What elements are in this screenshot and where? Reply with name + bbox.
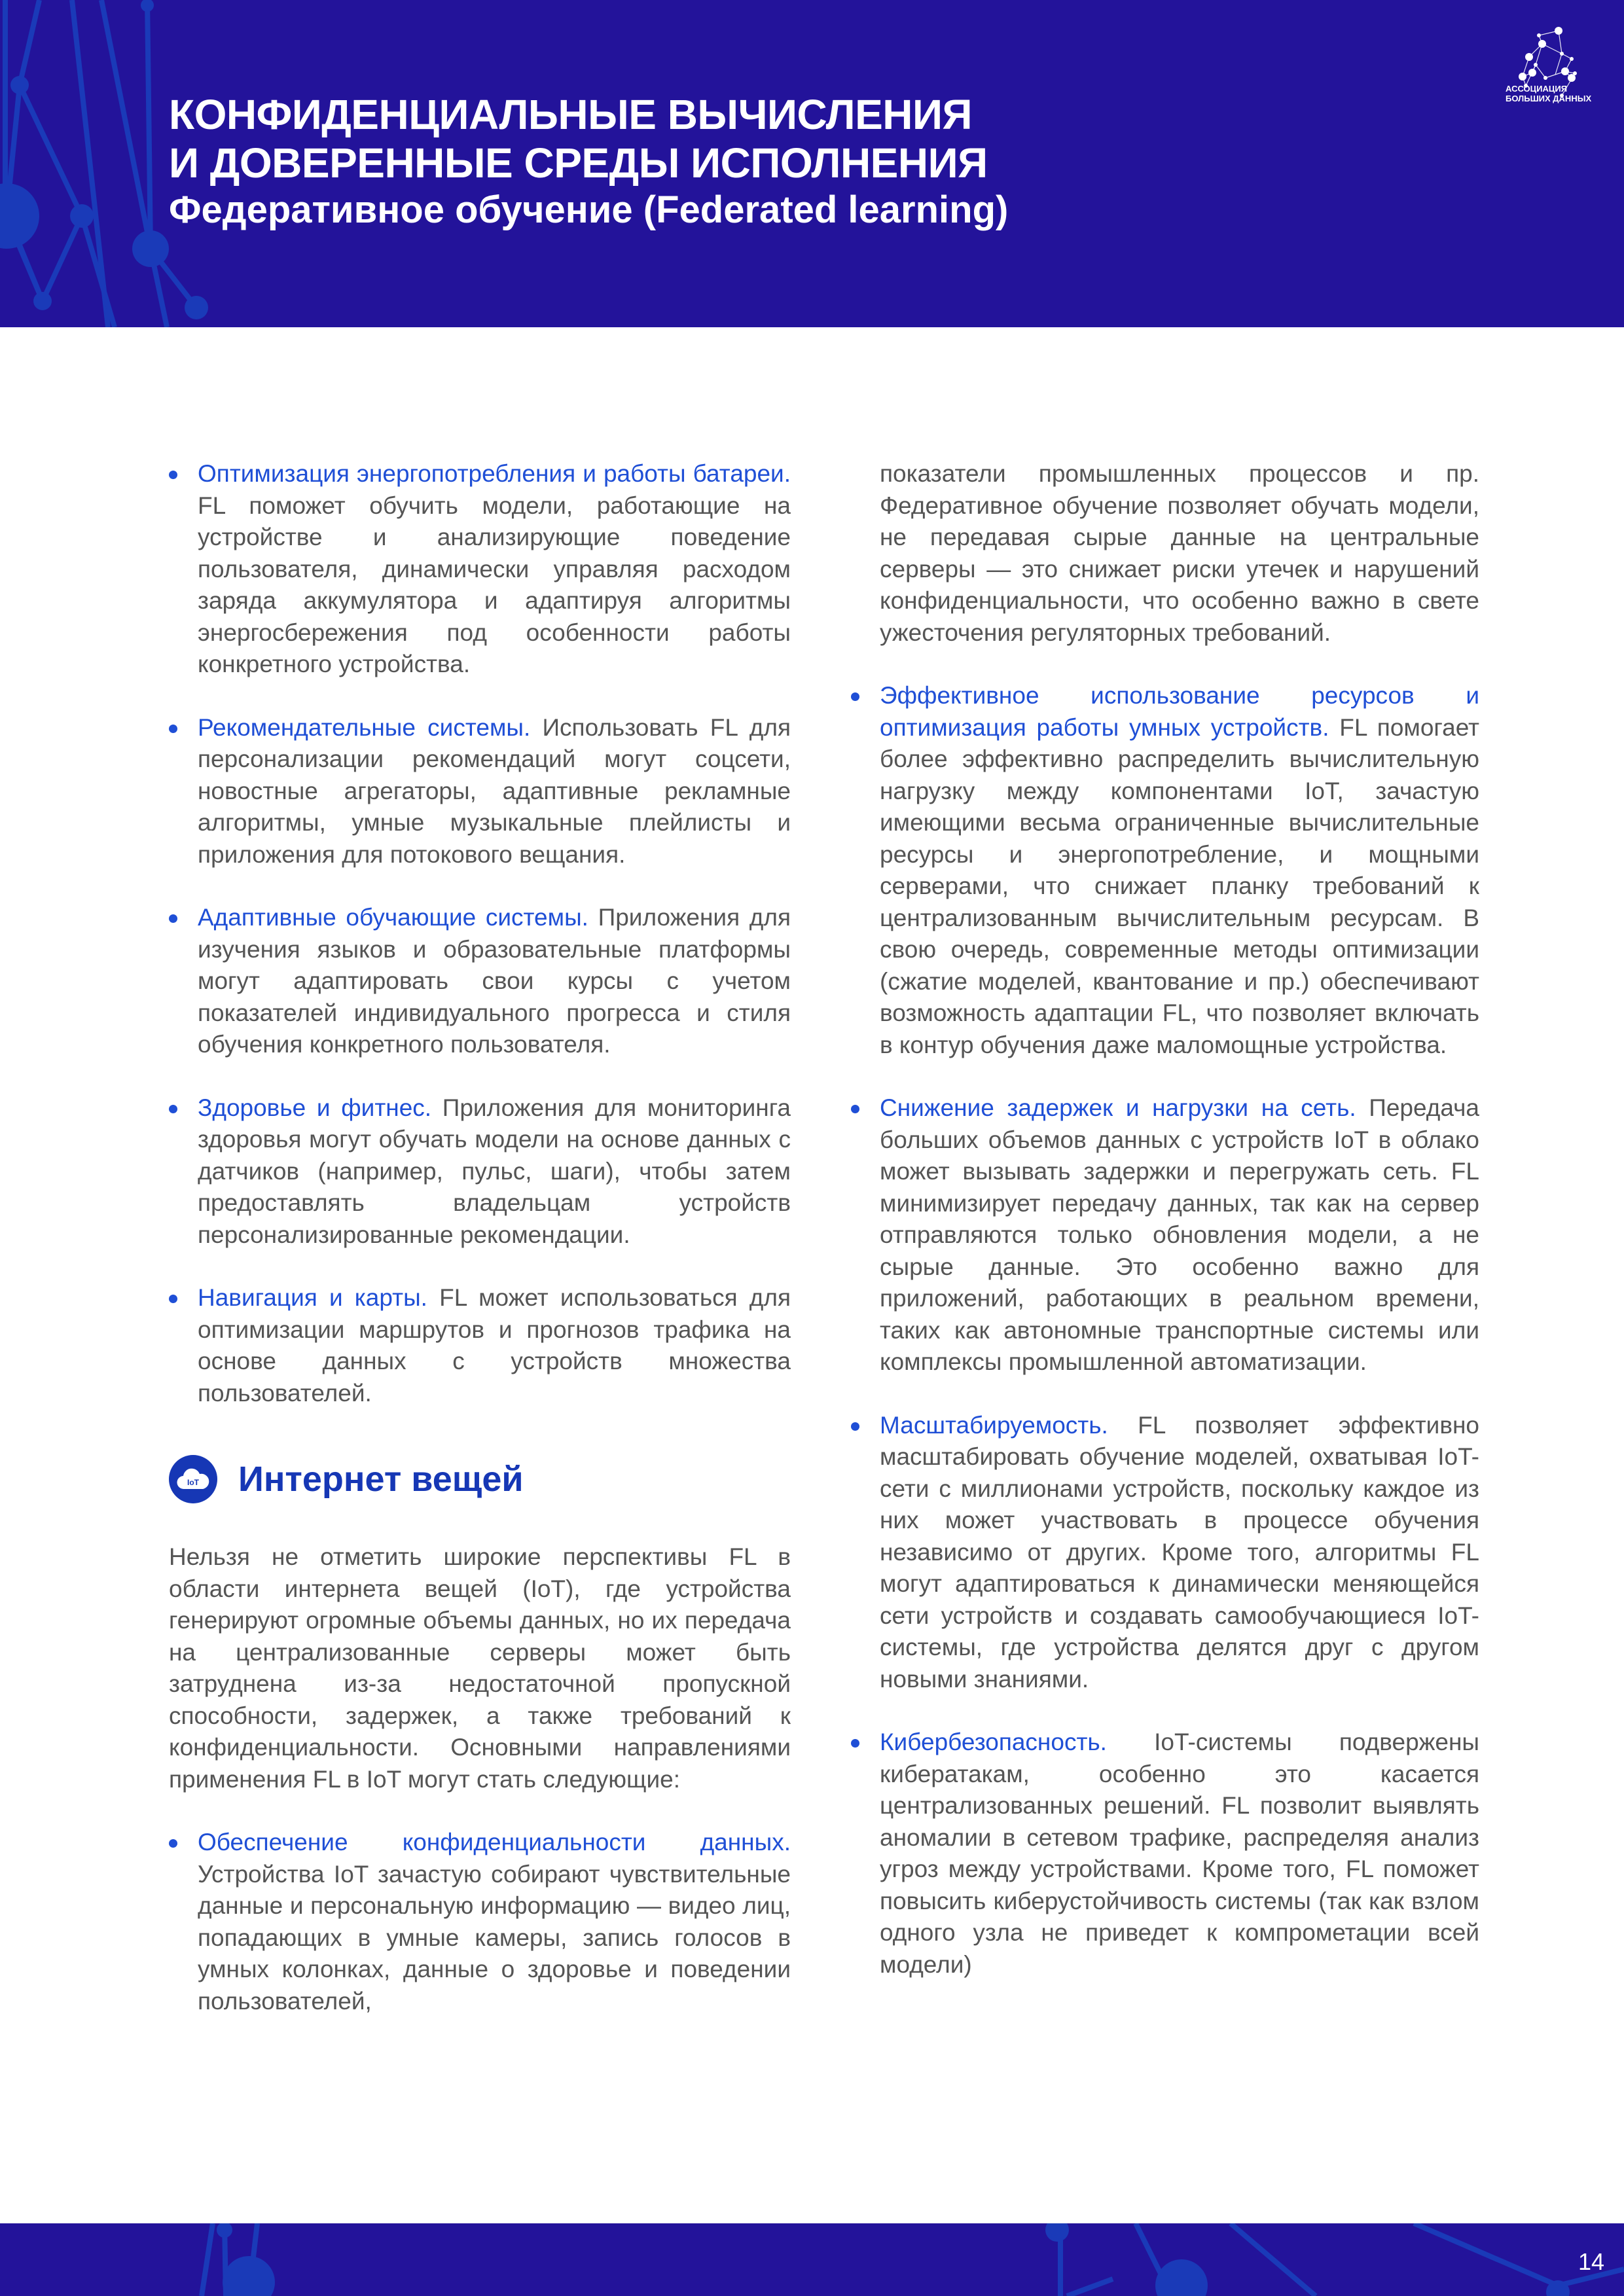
- list-item-lead: Навигация и карты.: [198, 1284, 427, 1311]
- network-footer-decoration: [0, 2223, 1624, 2296]
- list-item: [169, 458, 791, 681]
- list-item-lead: Здоровье и фитнес.: [198, 1094, 432, 1121]
- list-item-lead: Адаптивные обучающие системы.: [198, 904, 588, 931]
- right-column: [851, 458, 1479, 2012]
- list-item-text: Устройства IoT зачастую собирают чувствительные данные и персональную информацию — видео лиц, попадающих в умные камеры, запись голосов в умных колонках, данные о здоровье и поведении пользователей,: [198, 1860, 791, 2015]
- iot-bullet-list: [169, 1827, 791, 2017]
- iot-bullet-list-continued: [851, 680, 1479, 1981]
- page-footer: [0, 2223, 1624, 2296]
- list-item-text: Приложения для изучения языков и образовательные платформы могут адаптировать свои курсы с учетом показателей индивидуального прогресса и стиля обучения конкретного пользователя.: [198, 904, 791, 1058]
- section-title: Интернет вещей: [238, 1460, 524, 1499]
- list-item: [851, 1727, 1479, 1981]
- list-item-text: FL поможет обучить модели, работающие на устройстве и анализирующие поведение пользователя, динамически управляя расходом заряда аккумулятора и адаптируя алгоритмы энергосбережения под особенности работы конкретного устройства.: [198, 492, 791, 677]
- list-item-lead: Оптимизация энергопотребления и работы батареи.: [198, 460, 791, 487]
- header-titles: [169, 90, 1008, 233]
- list-item-lead: Обеспечение конфиденциальности данных.: [198, 1829, 791, 1856]
- list-item-lead: Кибербезопасность.: [880, 1729, 1107, 1755]
- list-item: [169, 902, 791, 1061]
- application-bullet-list: [169, 458, 791, 1409]
- iot-section-heading: [169, 1455, 791, 1503]
- list-item-text: Использовать FL для персонализации рекомендаций могут соцсети, новостные агрегаторы, адаптивные рекламные алгоритмы, умные музыкальные плейлисты и приложения для потокового вещания.: [198, 713, 791, 868]
- list-item: [169, 712, 791, 871]
- list-item-text: FL может использоваться для оптимизации маршрутов и прогнозов трафика на основе данных с устройств множества пользователей.: [198, 1284, 791, 1407]
- iot-icon-label: IoT: [187, 1478, 199, 1487]
- list-item: [851, 1092, 1479, 1378]
- list-item: [851, 680, 1479, 1061]
- logo-text: [1506, 84, 1591, 103]
- page-number: 14: [1578, 2248, 1604, 2275]
- page-subtitle: Федеративное обучение (Federated learning): [169, 188, 1009, 231]
- page-title-line-1: КОНФИДЕНЦИАЛЬНЫЕ ВЫЧИСЛЕНИЯ: [169, 91, 972, 138]
- list-item-text: IoT-системы подвержены кибератакам, особенно это касается централизованных решений. FL позволит выявлять аномалии в сетевом трафике, распределяя анализ угроз между устройствами. Кроме того, FL поможет повысить киберустойчивость системы (так как взлом одного узла не приведет к компрометации всей модели): [880, 1729, 1479, 1978]
- list-item: [169, 1092, 791, 1251]
- left-column: [169, 458, 791, 2049]
- list-item-text: Передача больших объемов данных с устройств IoT в облако может вызывать задержки и перегружать сеть. FL минимизирует передачу данных, так как на сервер отправляются только обновления модели, а не сырые данные. Это особенно важно для приложений, работающих в реальном времени, таких как автономные транспортные системы или комплексы промышленной автоматизации.: [880, 1094, 1479, 1375]
- list-item-lead: Снижение задержек и нагрузки на сеть.: [880, 1094, 1356, 1121]
- list-item-text: FL позволяет эффективно масштабировать обучение моделей, охватывая IoT-сети с миллионами устройств, поскольку каждое из них может участвовать в процессе обучения независимо от других. Кроме того, алгоритмы FL могут адаптироваться к динамически меняющейся сети устройств и создавать самообучающиеся IoT-системы, где устройства делятся друг с другом новыми знаниями.: [880, 1411, 1479, 1693]
- list-item-text: FL помогает более эффективно распределить вычислительную нагрузку между компонентами IoT, зачастую имеющими весьма ограниченные вычислительные ресурсы и энергопотребление, и мощными серверами, что снижает планку требований к централизованным вычислительным ресурсам. В свою очередь, современные методы оптимизации (сжатие моделей, квантование и пр.) обеспечивают возможность адаптации FL, что позволяет включать в контур обучения даже маломощные устройства.: [880, 713, 1479, 1058]
- list-item-lead: Масштабируемость.: [880, 1411, 1108, 1439]
- list-item-lead: Рекомендательные системы.: [198, 713, 531, 741]
- list-item-text: Приложения для мониторинга здоровья могут обучать модели на основе данных с датчиков (например, пульс, шаги), чтобы затем предоставлять владельцам устройств персонализированные рекомендации.: [198, 1094, 791, 1248]
- list-item: [851, 1410, 1479, 1696]
- iot-cloud-icon: [169, 1455, 217, 1503]
- page-title-line-2: И ДОВЕРЕННЫЕ СРЕДЫ ИСПОЛНЕНИЯ: [169, 139, 988, 187]
- continuation-paragraph: показатели промышленных процессов и пр. Федеративное обучение позволяет обучать модели, не передавая сырые данные на центральные серверы — это снижает риски утечек и нарушений конфиденциальности, что особенно важно в свете ужесточения регуляторных требований.: [880, 460, 1479, 646]
- list-item-lead: Эффективное использование ресурсов и оптимизация работы умных устройств.: [880, 682, 1479, 741]
- iot-intro-paragraph: Нельзя не отметить широкие перспективы FL в области интернета вещей (IoT), где устройства генерируют огромные объемы данных, но их передача на централизованные серверы может быть затруднена из-за недостаточной пропускной способности, задержек, а также требований к конфиденциальности. Основными направлениями применения FL в IoT могут стать следующие:: [169, 1543, 791, 1793]
- list-item: [169, 1827, 791, 2017]
- logo-text-line-1: АССОЦИАЦИЯ: [1506, 84, 1568, 94]
- logo-text-line-2: БОЛЬШИХ ДАННЫХ: [1506, 94, 1592, 103]
- list-item: [169, 1282, 791, 1409]
- page-header: [0, 0, 1624, 327]
